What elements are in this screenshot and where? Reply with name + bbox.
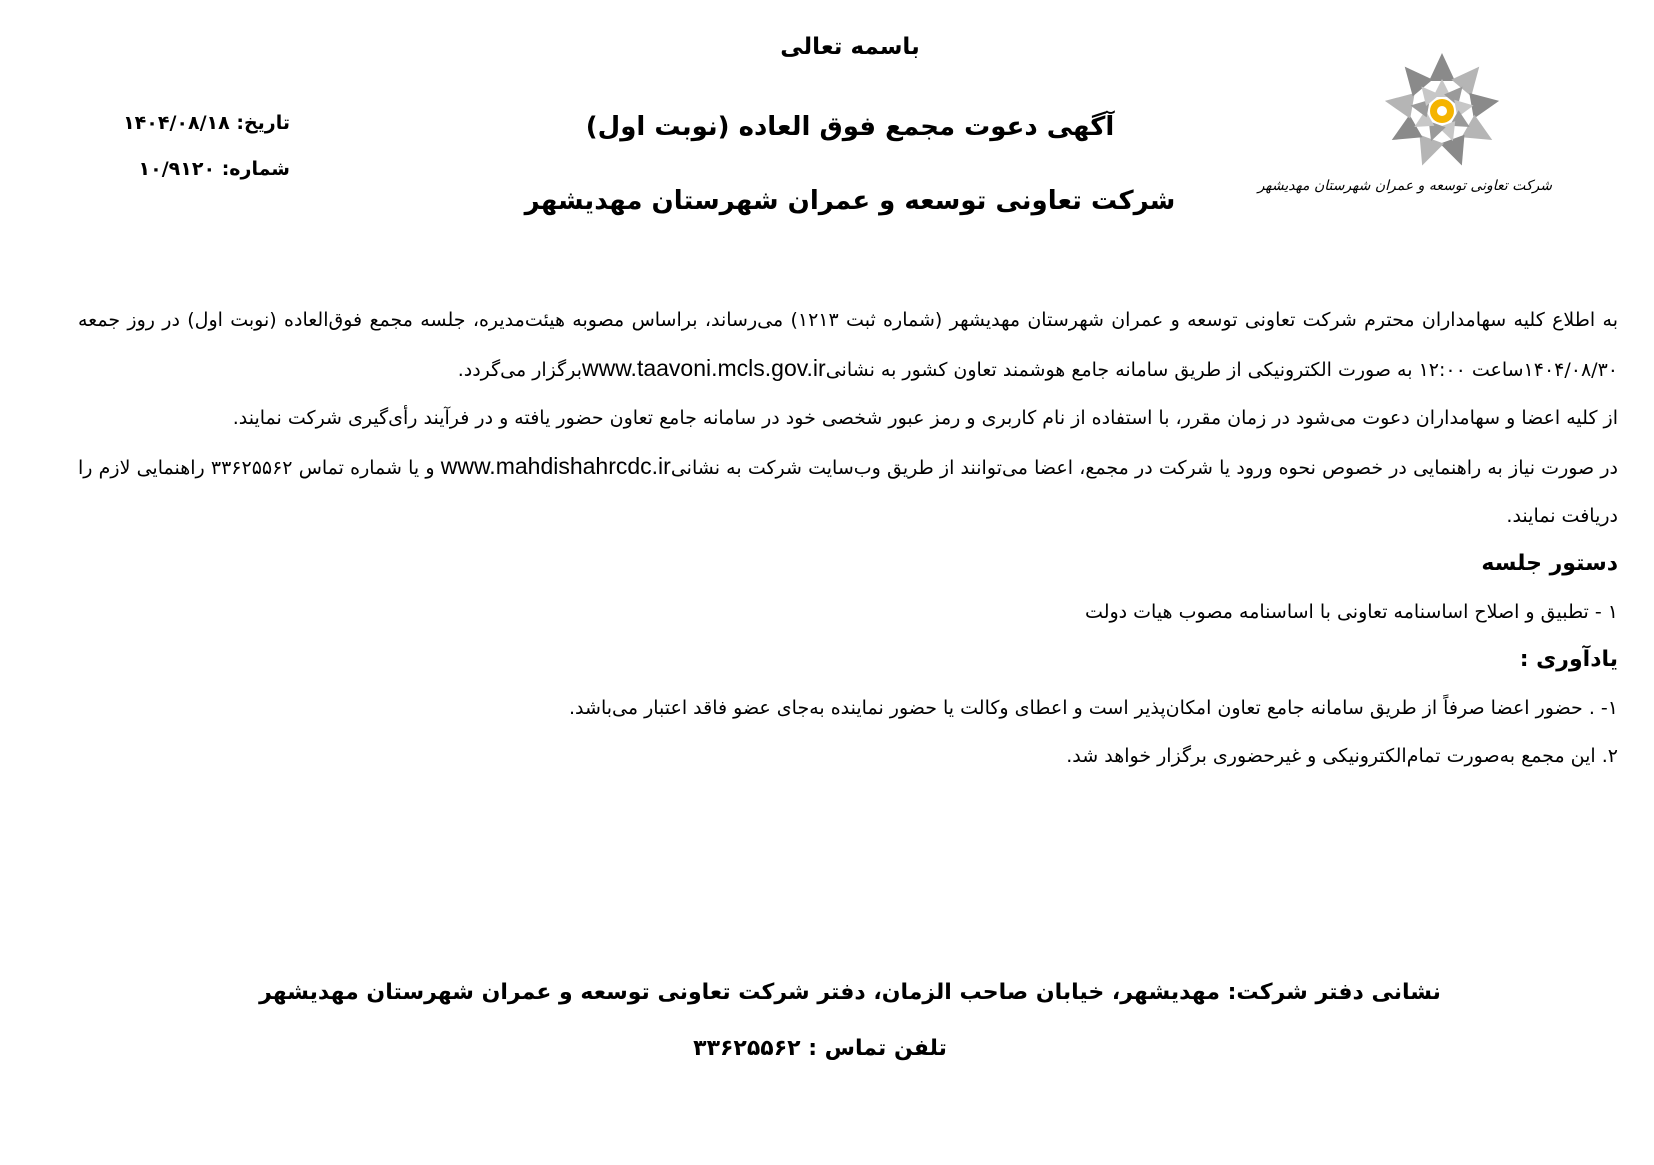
guidance-text: در صورت نیاز به راهنمایی در خصوص نحوه ورود یا شرکت در مجمع، اعضا می‌توانند از طریق وب‌سایت شرکت به نشانی (670, 457, 1619, 479)
agenda-heading: دستور جلسه (1481, 551, 1618, 576)
reminder-heading: یادآوری : (1519, 647, 1618, 672)
logo-caption: شرکت تعاونی توسعه و عمران شهرستان مهدیشهر (1257, 178, 1552, 194)
date-line (80, 100, 290, 146)
number-label: شماره: (221, 158, 290, 180)
invocation-heading: باسمه تعالی (780, 34, 920, 60)
taavoni-portal-link[interactable]: www.taavoni.mcls.gov.ir (582, 355, 826, 381)
reminder-item-1: ۱- . حضور اعضا صرفاً از طریق سامانه جامع تعاون امکان‌پذیر است و اعطای وکالت یا حضور نماینده به‌جای عضو فاقد اعتبار می‌باشد. (569, 697, 1618, 719)
date-value: ۱۴۰۴/۰۸/۱۸ (123, 112, 230, 134)
logo-petal (1383, 88, 1415, 118)
office-address: نشانی دفتر شرکت: مهدیشهر، خیابان صاحب الزمان، دفتر شرکت تعاونی توسعه و عمران شهرستان مهدیشهر (259, 980, 1441, 1005)
reminder-item-2: ۲. این مجمع به‌صورت تمام‌الکترونیکی و غیرحضوری برگزار خواهد شد. (1066, 745, 1618, 767)
announcement-text: به اطلاع کلیه سهامداران محترم شرکت تعاونی توسعه و عمران شهرستان مهدیشهر (شماره ثبت ۱۲۱۳) می‌رساند، براساس مصوبه هیئت‌مدیره، جلسه مجمع فوق‌العاده (نوبت اول) در روز جمعه ۱۴۰۴/۰۸/۳۰ساعت ۱۲:۰۰ به صورت الکترونیکی از طریق سامانه جامع هوشمند تعاون کشور به نشانی (78, 309, 1618, 381)
logo-petal (1429, 53, 1455, 81)
contact-phone: تلفن تماس : ۳۳۶۲۵۵۶۲ (693, 1036, 947, 1061)
company-website-link[interactable]: www.mahdishahrcdc.ir (440, 453, 671, 479)
logo-petal (1410, 135, 1444, 170)
logo-petal (1440, 135, 1474, 170)
logo-petal (1385, 115, 1422, 152)
company-logo (1257, 46, 1552, 216)
number-value: ۱۰/۹۱۲۰ (138, 158, 216, 180)
date-label: تاریخ: (236, 112, 290, 134)
number-line (80, 146, 290, 192)
company-name-heading: شرکت تعاونی توسعه و عمران شهرستان مهدیشهر (524, 186, 1176, 216)
meta-box (80, 100, 290, 192)
guidance-tail: و یا شماره تماس ۳۳۶۲۵۵۶۲ راهنمایی لازم را دریافت نمایند. (78, 457, 1618, 527)
logo-center-hole (1437, 106, 1447, 116)
star-flower-logo-icon (1332, 46, 1552, 176)
agenda-item: ۱ - تطبیق و اصلاح اساسنامه تعاونی با اساسنامه مصوب هیات دولت (1085, 601, 1618, 623)
paragraph-guidance (78, 442, 1618, 540)
paragraph-invitation: از کلیه اعضا و سهامداران دعوت می‌شود در زمان مقرر، با استفاده از نام کاربری و رمز عبور شخصی خود در سامانه جامع تعاون حضور یافته و در فرآیند رأی‌گیری شرکت نمایند. (232, 407, 1618, 429)
paragraph-announcement (78, 296, 1618, 394)
logo-petal (1469, 88, 1501, 118)
logo-petal (1461, 115, 1498, 152)
announcement-tail: برگزار می‌گردد. (457, 359, 582, 381)
notice-title: آگهی دعوت مجمع فوق العاده (نوبت اول) (585, 112, 1115, 142)
notice-body (78, 296, 1618, 780)
